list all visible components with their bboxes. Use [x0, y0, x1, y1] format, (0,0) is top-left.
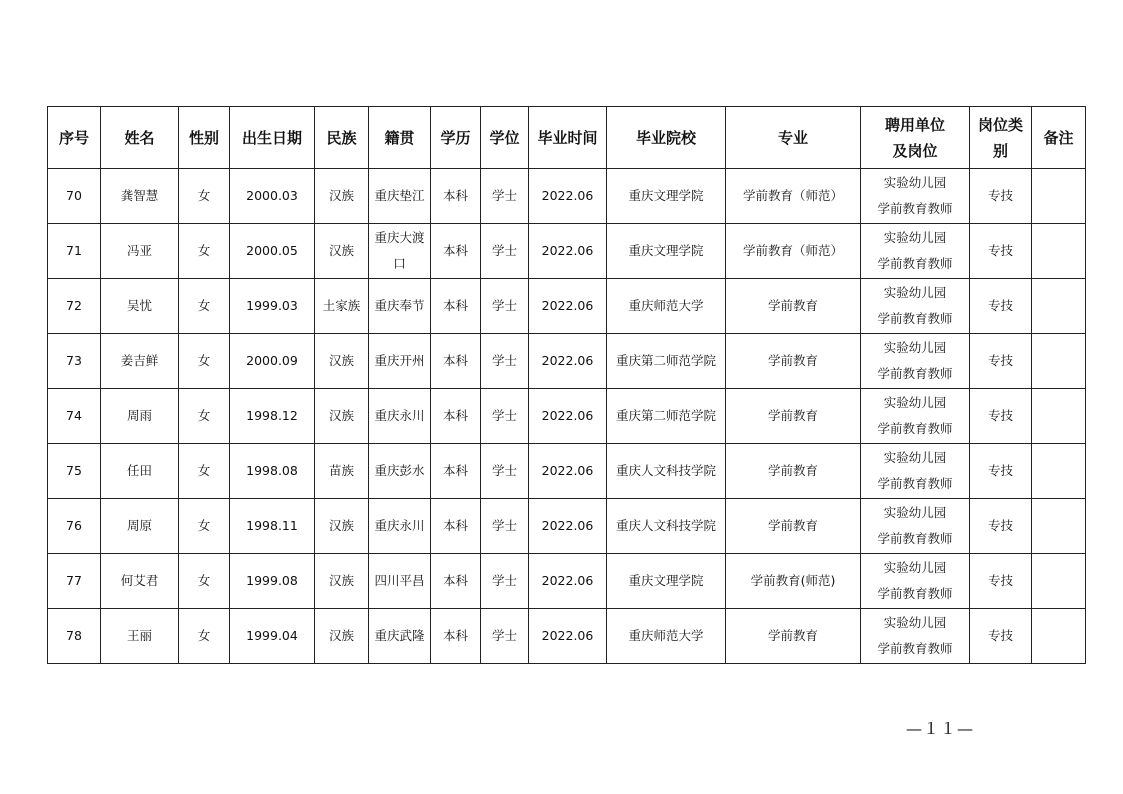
cell-text-line: 2022.06 [541, 463, 594, 478]
cell-remarks [1032, 279, 1086, 334]
cell-text-line: 2000.05 [246, 243, 298, 258]
cell-text-line: 专技 [987, 298, 1013, 313]
cell-ethnicity [315, 279, 369, 334]
cell-text-line: 籍贯 [384, 128, 415, 147]
header-native-place [369, 107, 431, 169]
table-row [48, 389, 1086, 444]
cell-text-line: 学前教育 [767, 518, 818, 533]
cell-text-line: 专技 [987, 463, 1013, 478]
cell-text-line: 学前教育教师 [877, 641, 953, 656]
cell-text-line: 学前教育教师 [877, 311, 953, 326]
cell-degree [481, 609, 529, 664]
table-row [48, 169, 1086, 224]
cell-text-line: 学前教育（师范） [742, 188, 843, 203]
cell-position-category [970, 279, 1032, 334]
cell-position-category [970, 444, 1032, 499]
cell-text-line: 学前教育教师 [877, 256, 953, 271]
cell-education [431, 169, 481, 224]
header-row [48, 107, 1086, 169]
cell-graduation-date [529, 169, 607, 224]
table-row [48, 609, 1086, 664]
cell-text-line: 吴忧 [126, 298, 152, 313]
cell-graduated-school [607, 334, 726, 389]
cell-text-line: 实验幼儿园 [883, 505, 947, 520]
cell-text-line: 实验幼儿园 [883, 615, 947, 630]
cell-graduated-school [607, 279, 726, 334]
cell-major [726, 279, 861, 334]
cell-graduated-school [607, 554, 726, 609]
cell-gender [179, 334, 230, 389]
cell-text-line: 性别 [188, 128, 219, 147]
personnel-table-container [47, 106, 1086, 664]
cell-text-line: 女 [197, 518, 211, 533]
cell-name [101, 334, 179, 389]
cell-education [431, 499, 481, 554]
cell-text-line: 民族 [326, 128, 357, 147]
cell-birth-date [230, 554, 315, 609]
cell-education [431, 609, 481, 664]
cell-text-line: 重庆人文科技学院 [615, 518, 716, 533]
cell-remarks [1032, 334, 1086, 389]
cell-text-line: 本科 [442, 353, 468, 368]
cell-text-line: 重庆奉节 [374, 298, 425, 313]
cell-text-line: 姓名 [124, 128, 155, 147]
cell-serial-number [48, 169, 101, 224]
cell-text-line: 学前教育教师 [877, 476, 953, 491]
cell-text-line: 2022.06 [541, 518, 594, 533]
cell-text-line: 任田 [126, 463, 152, 478]
cell-text-line: 女 [197, 298, 211, 313]
cell-text-line: 学士 [491, 463, 517, 478]
cell-position-category [970, 499, 1032, 554]
cell-education [431, 224, 481, 279]
cell-text-line: 2022.06 [541, 298, 594, 313]
cell-gender [179, 444, 230, 499]
cell-text-line: 学前教育教师 [877, 586, 953, 601]
cell-text-line: 74 [66, 408, 82, 423]
cell-ethnicity [315, 389, 369, 444]
cell-text-line: 女 [197, 628, 211, 643]
cell-name [101, 554, 179, 609]
cell-employer-and-position [861, 334, 970, 389]
cell-employer-and-position [861, 444, 970, 499]
cell-text-line: 学前教育教师 [877, 531, 953, 546]
cell-position-category [970, 334, 1032, 389]
cell-graduated-school [607, 499, 726, 554]
cell-text-line: 本科 [442, 188, 468, 203]
cell-position-category [970, 224, 1032, 279]
cell-text-line: 汉族 [328, 188, 354, 203]
cell-text-line: 土家族 [322, 298, 361, 313]
cell-graduation-date [529, 389, 607, 444]
cell-education [431, 334, 481, 389]
cell-text-line: 重庆师范大学 [628, 628, 704, 643]
cell-employer-and-position [861, 609, 970, 664]
cell-text-line: 73 [66, 353, 82, 368]
cell-text-line: 女 [197, 463, 211, 478]
cell-text-line: 学前教育教师 [877, 366, 953, 381]
cell-native-place [369, 444, 431, 499]
cell-text-line: 汉族 [328, 408, 354, 423]
cell-text-line: 毕业院校 [635, 128, 696, 147]
cell-text-line: 专技 [987, 188, 1013, 203]
cell-graduated-school [607, 169, 726, 224]
header-graduation-date [529, 107, 607, 169]
cell-name [101, 609, 179, 664]
cell-native-place [369, 609, 431, 664]
cell-gender [179, 224, 230, 279]
cell-serial-number [48, 499, 101, 554]
cell-text-line: 2022.06 [541, 628, 594, 643]
cell-graduation-date [529, 609, 607, 664]
cell-text-line: 重庆彭水 [374, 463, 425, 478]
cell-text-line: 专业 [777, 128, 808, 147]
cell-text-line: 学历 [440, 128, 471, 147]
cell-graduated-school [607, 389, 726, 444]
cell-native-place [369, 554, 431, 609]
header-birth-date [230, 107, 315, 169]
cell-text-line: 周原 [126, 518, 152, 533]
cell-text-line: 学前教育教师 [877, 201, 953, 216]
cell-text-line: 王丽 [126, 628, 152, 643]
cell-text-line: 女 [197, 188, 211, 203]
cell-text-line: 学士 [491, 573, 517, 588]
cell-text-line: 本科 [442, 298, 468, 313]
cell-text-line: 2000.03 [246, 188, 298, 203]
cell-text-line: 别 [992, 141, 1008, 160]
cell-name [101, 389, 179, 444]
cell-text-line: 本科 [442, 463, 468, 478]
header-serial-number [48, 107, 101, 169]
cell-major [726, 334, 861, 389]
cell-text-line: 2022.06 [541, 573, 594, 588]
table-row [48, 224, 1086, 279]
cell-education [431, 444, 481, 499]
cell-ethnicity [315, 169, 369, 224]
cell-native-place [369, 224, 431, 279]
cell-graduation-date [529, 279, 607, 334]
cell-remarks [1032, 169, 1086, 224]
cell-text-line: 重庆师范大学 [628, 298, 704, 313]
cell-text-line: 1998.08 [246, 463, 298, 478]
cell-ethnicity [315, 334, 369, 389]
cell-serial-number [48, 609, 101, 664]
cell-remarks [1032, 444, 1086, 499]
header-major [726, 107, 861, 169]
header-graduated-school [607, 107, 726, 169]
cell-position-category [970, 169, 1032, 224]
header-employer-and-position [861, 107, 970, 169]
cell-birth-date [230, 389, 315, 444]
cell-text-line: 75 [66, 463, 82, 478]
cell-text-line: 重庆开州 [374, 353, 425, 368]
cell-text-line: 学士 [491, 353, 517, 368]
cell-gender [179, 499, 230, 554]
cell-text-line: 1999.04 [246, 628, 298, 643]
cell-gender [179, 169, 230, 224]
cell-text-line: 汉族 [328, 353, 354, 368]
cell-text-line: 1998.11 [246, 518, 298, 533]
cell-text-line: 实验幼儿园 [883, 285, 947, 300]
cell-text-line: 学士 [491, 628, 517, 643]
cell-text-line: 2022.06 [541, 243, 594, 258]
cell-text-line: 71 [66, 243, 82, 258]
cell-major [726, 609, 861, 664]
cell-gender [179, 554, 230, 609]
cell-text-line: 学前教育(师范) [750, 573, 836, 588]
cell-serial-number [48, 334, 101, 389]
cell-remarks [1032, 224, 1086, 279]
cell-major [726, 389, 861, 444]
cell-name [101, 444, 179, 499]
cell-text-line: 汉族 [328, 573, 354, 588]
cell-ethnicity [315, 499, 369, 554]
cell-text-line: 女 [197, 353, 211, 368]
cell-employer-and-position [861, 554, 970, 609]
table-row [48, 499, 1086, 554]
cell-text-line: 学位 [489, 128, 520, 147]
cell-text-line: 实验幼儿园 [883, 340, 947, 355]
cell-text-line: 重庆武隆 [374, 628, 425, 643]
cell-text-line: 重庆垫江 [374, 188, 425, 203]
cell-native-place [369, 169, 431, 224]
cell-remarks [1032, 499, 1086, 554]
cell-birth-date [230, 444, 315, 499]
cell-native-place [369, 279, 431, 334]
cell-text-line: 77 [66, 573, 82, 588]
cell-position-category [970, 609, 1032, 664]
cell-major [726, 554, 861, 609]
table-header [48, 107, 1086, 169]
cell-native-place [369, 334, 431, 389]
cell-serial-number [48, 224, 101, 279]
cell-text-line: 女 [197, 408, 211, 423]
cell-serial-number [48, 389, 101, 444]
cell-text-line: 重庆永川 [374, 408, 425, 423]
cell-degree [481, 554, 529, 609]
cell-text-line: 本科 [442, 408, 468, 423]
header-gender [179, 107, 230, 169]
cell-text-line: 2000.09 [246, 353, 298, 368]
cell-text-line: 学前教育 [767, 628, 818, 643]
cell-employer-and-position [861, 169, 970, 224]
cell-major [726, 169, 861, 224]
cell-name [101, 279, 179, 334]
cell-text-line: 本科 [442, 573, 468, 588]
cell-degree [481, 224, 529, 279]
cell-graduation-date [529, 499, 607, 554]
cell-text-line: 毕业时间 [537, 128, 598, 147]
cell-text-line: 聘用单位 [884, 115, 945, 134]
cell-graduated-school [607, 224, 726, 279]
cell-text-line: 76 [66, 518, 82, 533]
cell-employer-and-position [861, 499, 970, 554]
cell-birth-date [230, 499, 315, 554]
cell-text-line: 学士 [491, 243, 517, 258]
cell-graduation-date [529, 444, 607, 499]
cell-text-line: 专技 [987, 573, 1013, 588]
cell-text-line: 汉族 [328, 518, 354, 533]
header-remarks [1032, 107, 1086, 169]
cell-birth-date [230, 609, 315, 664]
cell-birth-date [230, 224, 315, 279]
header-degree [481, 107, 529, 169]
table-row [48, 334, 1086, 389]
cell-text-line: 重庆永川 [374, 518, 425, 533]
cell-native-place [369, 389, 431, 444]
header-position-category [970, 107, 1032, 169]
cell-text-line: 岗位类 [977, 115, 1023, 134]
cell-text-line: 汉族 [328, 628, 354, 643]
cell-text-line: 重庆文理学院 [628, 573, 704, 588]
cell-text-line: 专技 [987, 408, 1013, 423]
cell-graduation-date [529, 554, 607, 609]
cell-text-line: 专技 [987, 628, 1013, 643]
cell-education [431, 389, 481, 444]
cell-text-line: 70 [66, 188, 82, 203]
cell-degree [481, 279, 529, 334]
cell-graduation-date [529, 224, 607, 279]
cell-text-line: 1999.03 [246, 298, 298, 313]
cell-graduated-school [607, 444, 726, 499]
header-name [101, 107, 179, 169]
cell-major [726, 499, 861, 554]
cell-degree [481, 334, 529, 389]
cell-native-place [369, 499, 431, 554]
cell-name [101, 224, 179, 279]
cell-text-line: 1999.08 [246, 573, 298, 588]
cell-text-line: 备注 [1043, 128, 1074, 147]
cell-text-line: 实验幼儿园 [883, 560, 947, 575]
cell-text-line: 学前教育 [767, 463, 818, 478]
cell-employer-and-position [861, 279, 970, 334]
cell-text-line: 学前教育 [767, 298, 818, 313]
cell-birth-date [230, 279, 315, 334]
page-number: —１１— [906, 719, 975, 738]
cell-text-line: 本科 [442, 628, 468, 643]
cell-text-line: 2022.06 [541, 353, 594, 368]
cell-text-line: 重庆人文科技学院 [615, 463, 716, 478]
cell-text-line: 本科 [442, 518, 468, 533]
cell-text-line: 何艾君 [120, 573, 159, 588]
cell-text-line: 实验幼儿园 [883, 230, 947, 245]
cell-education [431, 279, 481, 334]
cell-graduation-date [529, 334, 607, 389]
cell-major [726, 444, 861, 499]
cell-employer-and-position [861, 224, 970, 279]
cell-text-line: 重庆大渡 [374, 230, 425, 245]
cell-text-line: 口 [393, 256, 406, 271]
cell-text-line: 学士 [491, 188, 517, 203]
table-row [48, 444, 1086, 499]
cell-text-line: 冯亚 [126, 243, 152, 258]
cell-text-line: 学士 [491, 298, 517, 313]
header-ethnicity [315, 107, 369, 169]
cell-text-line: 实验幼儿园 [883, 395, 947, 410]
cell-text-line: 龚智慧 [120, 188, 159, 203]
cell-degree [481, 499, 529, 554]
cell-text-line: 学前教育教师 [877, 421, 953, 436]
cell-ethnicity [315, 224, 369, 279]
cell-text-line: 重庆第二师范学院 [615, 408, 716, 423]
cell-degree [481, 444, 529, 499]
cell-text-line: 实验幼儿园 [883, 175, 947, 190]
cell-text-line: 1998.12 [246, 408, 298, 423]
cell-text-line: 专技 [987, 353, 1013, 368]
cell-text-line: 学士 [491, 408, 517, 423]
cell-birth-date [230, 334, 315, 389]
cell-text-line: 序号 [58, 128, 89, 147]
cell-text-line: 四川平昌 [374, 573, 425, 588]
cell-remarks [1032, 609, 1086, 664]
cell-text-line: 苗族 [328, 463, 354, 478]
cell-text-line: 女 [197, 573, 211, 588]
cell-education [431, 554, 481, 609]
header-education [431, 107, 481, 169]
cell-position-category [970, 389, 1032, 444]
cell-text-line: 女 [197, 243, 211, 258]
table-body [48, 169, 1086, 664]
cell-graduated-school [607, 609, 726, 664]
cell-position-category [970, 554, 1032, 609]
cell-ethnicity [315, 609, 369, 664]
cell-text-line: 学士 [491, 518, 517, 533]
cell-gender [179, 389, 230, 444]
cell-name [101, 169, 179, 224]
cell-employer-and-position [861, 389, 970, 444]
cell-serial-number [48, 554, 101, 609]
cell-text-line: 78 [66, 628, 82, 643]
cell-text-line: 学前教育 [767, 353, 818, 368]
cell-text-line: 72 [66, 298, 82, 313]
cell-text-line: 重庆文理学院 [628, 243, 704, 258]
cell-text-line: 本科 [442, 243, 468, 258]
cell-text-line: 专技 [987, 243, 1013, 258]
cell-text-line: 及岗位 [892, 141, 938, 160]
cell-text-line: 实验幼儿园 [883, 450, 947, 465]
cell-serial-number [48, 444, 101, 499]
cell-serial-number [48, 279, 101, 334]
cell-name [101, 499, 179, 554]
cell-major [726, 224, 861, 279]
personnel-table [47, 106, 1086, 664]
cell-degree [481, 389, 529, 444]
cell-gender [179, 609, 230, 664]
cell-text-line: 出生日期 [241, 128, 302, 147]
cell-text-line: 2022.06 [541, 408, 594, 423]
cell-remarks [1032, 389, 1086, 444]
cell-gender [179, 279, 230, 334]
cell-birth-date [230, 169, 315, 224]
cell-text-line: 汉族 [328, 243, 354, 258]
cell-ethnicity [315, 444, 369, 499]
cell-remarks [1032, 554, 1086, 609]
cell-text-line: 重庆文理学院 [628, 188, 704, 203]
cell-text-line: 专技 [987, 518, 1013, 533]
cell-text-line: 学前教育 [767, 408, 818, 423]
cell-text-line: 重庆第二师范学院 [615, 353, 716, 368]
table-row [48, 279, 1086, 334]
cell-text-line: 姜吉鲜 [120, 353, 159, 368]
cell-text-line: 2022.06 [541, 188, 594, 203]
cell-text-line: 周雨 [126, 408, 152, 423]
table-row [48, 554, 1086, 609]
cell-ethnicity [315, 554, 369, 609]
cell-degree [481, 169, 529, 224]
cell-text-line: 学前教育（师范） [742, 243, 843, 258]
